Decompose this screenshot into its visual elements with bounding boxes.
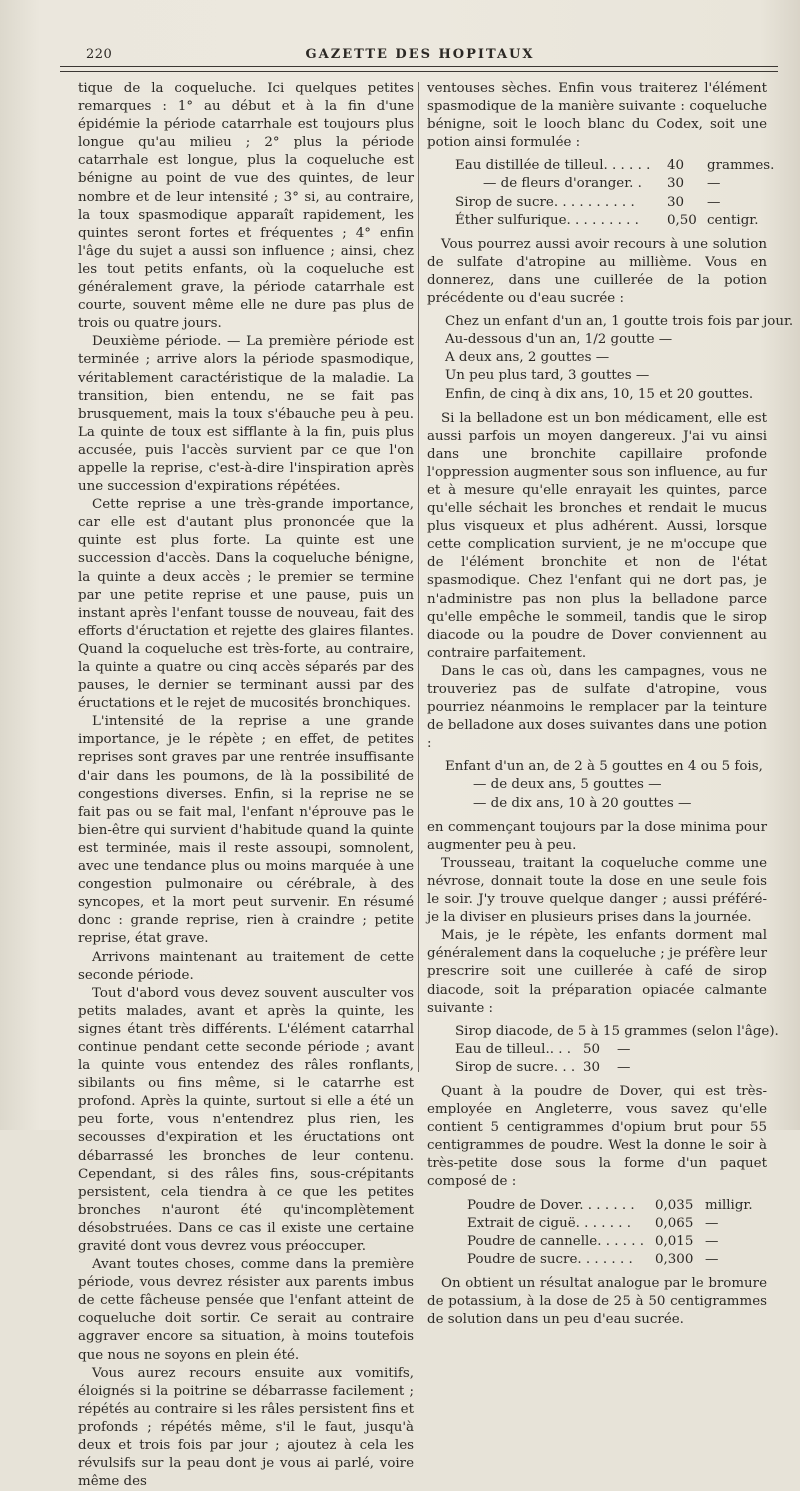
left-column — [78, 80, 414, 1491]
paragraph: tique de la coqueluche. Ici quelques petites remarques : 1° au début et à la fin d'une épidémie la période catarrhale est toujours plus longue qu'au milieu ; 2° plus la période catarrhale est longue, plus la coqueluche est bénigne au point de vue des quintes, de leur nombre et de leur intensité ; 3° si, au contraire, la toux spasmodique apparaît rapidement, les quintes seront fortes et fréquentes ; 4° enfin l'âge du sujet a aussi son influence ; ainsi, chez les tout petits enfants, où la coqueluche est généralement grave, la période catarrhale est courte, souvent même elle ne dure pas plus de trois ou quatre jours. — [78, 81, 414, 332]
paragraph: Deuxième période. — La première période est terminée ; arrive alors la période spasmodique, véritablement caractéristique de la maladie. La transition, bien entendu, ne se fait pas brusquement, mais la toux s'ébauche peu à peu. La quinte de toux est sifflante à la fin, puis plus accusée, puis l'accès survient par ce que l'on appelle la reprise, c'est-à-dire l'inspiration après une succession d'expirations répétées. — [78, 334, 414, 495]
formula-line: Sirop diacode, de 5 à 15 grammes (selon l'âge). — [455, 1023, 779, 1039]
paragraph: Vous pourrez aussi avoir recours à une solution de sulfate d'atropine au millième. Vous en donnerez, dans une cuillerée de la potion précédente ou d'eau sucrée : — [427, 236, 767, 307]
formula-line: Eau distillée de tilleul. . . . . . 40 grammes. — [455, 158, 775, 174]
paragraph: Quant à la poudre de Dover, qui est très-employée en Angleterre, vous savez qu'elle contient 5 centigrammes d'opium brut pour 55 centigrammes de poudre. West la donne le soir à très-petite dose sous la forme d'un paquet composé de : — [427, 1083, 767, 1190]
page-header — [60, 44, 780, 68]
belladone-dosage — [445, 758, 767, 812]
paragraph: ventouses sèches. Enfin vous traiterez l'élément spasmodique de la manière suivante : coqueluche bénigne, soit le looch blanc du Codex, soit une potion ainsi formulée : — [427, 81, 767, 151]
formula-dover — [467, 1197, 767, 1269]
formula-line: Sirop de sucre. . . . . . . . . . 30 — — [455, 194, 721, 210]
paragraph: Mais, je le répète, les enfants dorment mal généralement dans la coqueluche ; je préfère leur prescrire soit une cuillerée à café de sirop diacode, soit la préparation opiacée calmante suivante : — [427, 928, 767, 1016]
formula-line: Poudre de sucre. . . . . . . 0,300 — — [467, 1251, 719, 1267]
dosage-line: Chez un enfant d'un an, 1 goutte trois fois par jour. — [445, 314, 794, 330]
paragraph: Arrivons maintenant au traitement de cette seconde période. — [78, 949, 414, 983]
formula-potion — [455, 157, 775, 229]
formula-line: Éther sulfurique. . . . . . . . . 0,50 centigr. — [455, 212, 759, 228]
header-rule-bottom — [60, 71, 778, 72]
paragraph: Vous aurez recours ensuite aux vomitifs, éloignés si la poitrine se débarrasse facilement ; répétés au contraire si les râles persistent fins et profonds ; répétés même, s'il le faut, jusqu'à deux et trois fois par jour ; ajoutez à cela les révulsifs sur la peau dont je vous ai parlé, voire même des — [78, 1365, 414, 1490]
paragraph: en commençant toujours par la dose minima pour augmenter peu à peu. — [427, 819, 767, 853]
paragraph: Cette reprise a une très-grande importance, car elle est d'autant plus prononcée que la quinte est plus forte. La quinte est une succession d'accès. Dans la coqueluche bénigne, la quinte a deux accès ; le premier se termine par une petite reprise et une pause, puis un instant après l'enfant tousse de nouveau, fait des efforts d'éructation et rejette des glaires filantes. Quand la coqueluche est très-forte, au contraire, la quinte a quatre ou cinq accès séparés par des pauses, le dernier se terminant aussi par des éructations et le rejet de mucosités bronchiques. — [78, 497, 414, 712]
formula-line: Eau de tilleul.. . . 50 — — [455, 1041, 631, 1057]
paragraph: Avant toutes choses, comme dans la première période, vous devrez résister aux parents imbus de cette fâcheuse pensée que l'enfant atteint de coqueluche doit sortir. Ce serait au contraire aggraver encore sa situation, à moins toutefois que nous ne soyons en plein été. — [78, 1257, 414, 1363]
atropine-dosage — [445, 313, 794, 403]
formula-line: Poudre de cannelle. . . . . . 0,015 — — [467, 1233, 719, 1249]
header-rule-top — [60, 66, 778, 67]
journal-title: GAZETTE DES HOPITAUX — [305, 47, 535, 62]
right-column — [427, 80, 794, 1329]
dosage-line: Au-dessous d'un an, 1/2 goutte — — [445, 332, 673, 348]
paragraph: Dans le cas où, dans les campagnes, vous ne trouveriez pas de sulfate d'atropine, vous pourriez néanmoins le remplacer par la teinture de belladone aux doses suivantes dans une potion : — [427, 663, 767, 752]
dosage-line: — de dix ans, 10 à 20 gouttes — — [473, 795, 692, 811]
paragraph: On obtient un résultat analogue par le bromure de potassium, à la dose de 25 à 50 centigrammes de solution dans un peu d'eau sucrée. — [427, 1275, 767, 1328]
paragraph: L'intensité de la reprise a une grande importance, je le répète ; en effet, de petites reprises sont graves par une rentrée insuffisante d'air dans les poumons, de là la possibilité de congestions diverses. Enfin, si la reprise ne se fait pas ou se fait mal, l'enfant n'éprouve pas le bien-être qui survient d'habitude quand la quinte est terminée, mais il reste assoupi, somnolent, avec une tendance plus ou moins marquée à une congestion pulmonaire ou cérébrale, à des syncopes, et la mort peut survenir. En résumé donc : grande reprise, rien à craindre ; petite reprise, état grave. — [78, 714, 414, 947]
formula-line: — de fleurs d'oranger. . 30 — — [483, 176, 721, 192]
paragraph: Trousseau, traitant la coqueluche comme une névrose, donnait toute la dose en une seule fois le soir. J'y trouve quelque danger ; aussi préféré-je la diviser en plusieurs prises dans la journée. — [427, 855, 767, 926]
page-number: 220 — [86, 47, 113, 62]
formula-line: Extrait de ciguë. . . . . . . 0,065 — — [467, 1215, 719, 1231]
dosage-line: A deux ans, 2 gouttes — — [445, 350, 610, 366]
column-divider — [418, 82, 419, 1072]
paragraph: Si la belladone est un bon médicament, elle est aussi parfois un moyen dangereux. J'ai vu ainsi dans une bronchite capillaire profonde l'oppression augmenter sous son influence, au fur et à mesure qu'elle enrayait les quintes, parce qu'elle séchait les bronches et rendait le mucus plus visqueux et plus adhérent. Aussi, lorsque cette complication survient, je ne m'occupe que de l'élément bronchite et non de l'état spasmodique. Chez l'enfant qui ne dort pas, je n'administre pas non plus la belladone parce qu'elle empêche le sommeil, tandis que le sirop diacode ou la poudre de Dover conviennent au contraire parfaitement. — [427, 410, 767, 661]
dosage-line: Enfant d'un an, de 2 à 5 gouttes en 4 ou 5 fois, — [445, 759, 763, 775]
formula-diacode — [455, 1023, 779, 1077]
dosage-line: Enfin, de cinq à dix ans, 10, 15 et 20 gouttes. — [445, 386, 754, 402]
formula-line: Sirop de sucre. . . 30 — — [455, 1059, 631, 1075]
paragraph: Tout d'abord vous devez souvent ausculter vos petits malades, avant et après la quinte, les signes étant très différents. L'élément catarrhal continue pendant cette seconde période ; avant la quinte vous entendez des râles ronflants, sibilants ou fins même, si le catarrhe est profond. Après la quinte, surtout si elle a été un peu forte, vous n'entendrez plus rien, les secousses d'expiration et les éructations ont débarrassé les bronches de leur contenu. Cependant, si des râles fins, sous-crépitants persistent, cela tiendra à ce que les petites bronches n'auront été qu'incomplètement désobstruées. Dans ce cas il existe une certaine gravité dont vous devrez vous préoccuper. — [78, 985, 414, 1254]
dosage-line: Un peu plus tard, 3 gouttes — — [445, 368, 650, 384]
formula-line: Poudre de Dover. . . . . . . 0,035 milligr. — [467, 1197, 753, 1213]
dosage-line: — de deux ans, 5 gouttes — — [473, 777, 662, 793]
